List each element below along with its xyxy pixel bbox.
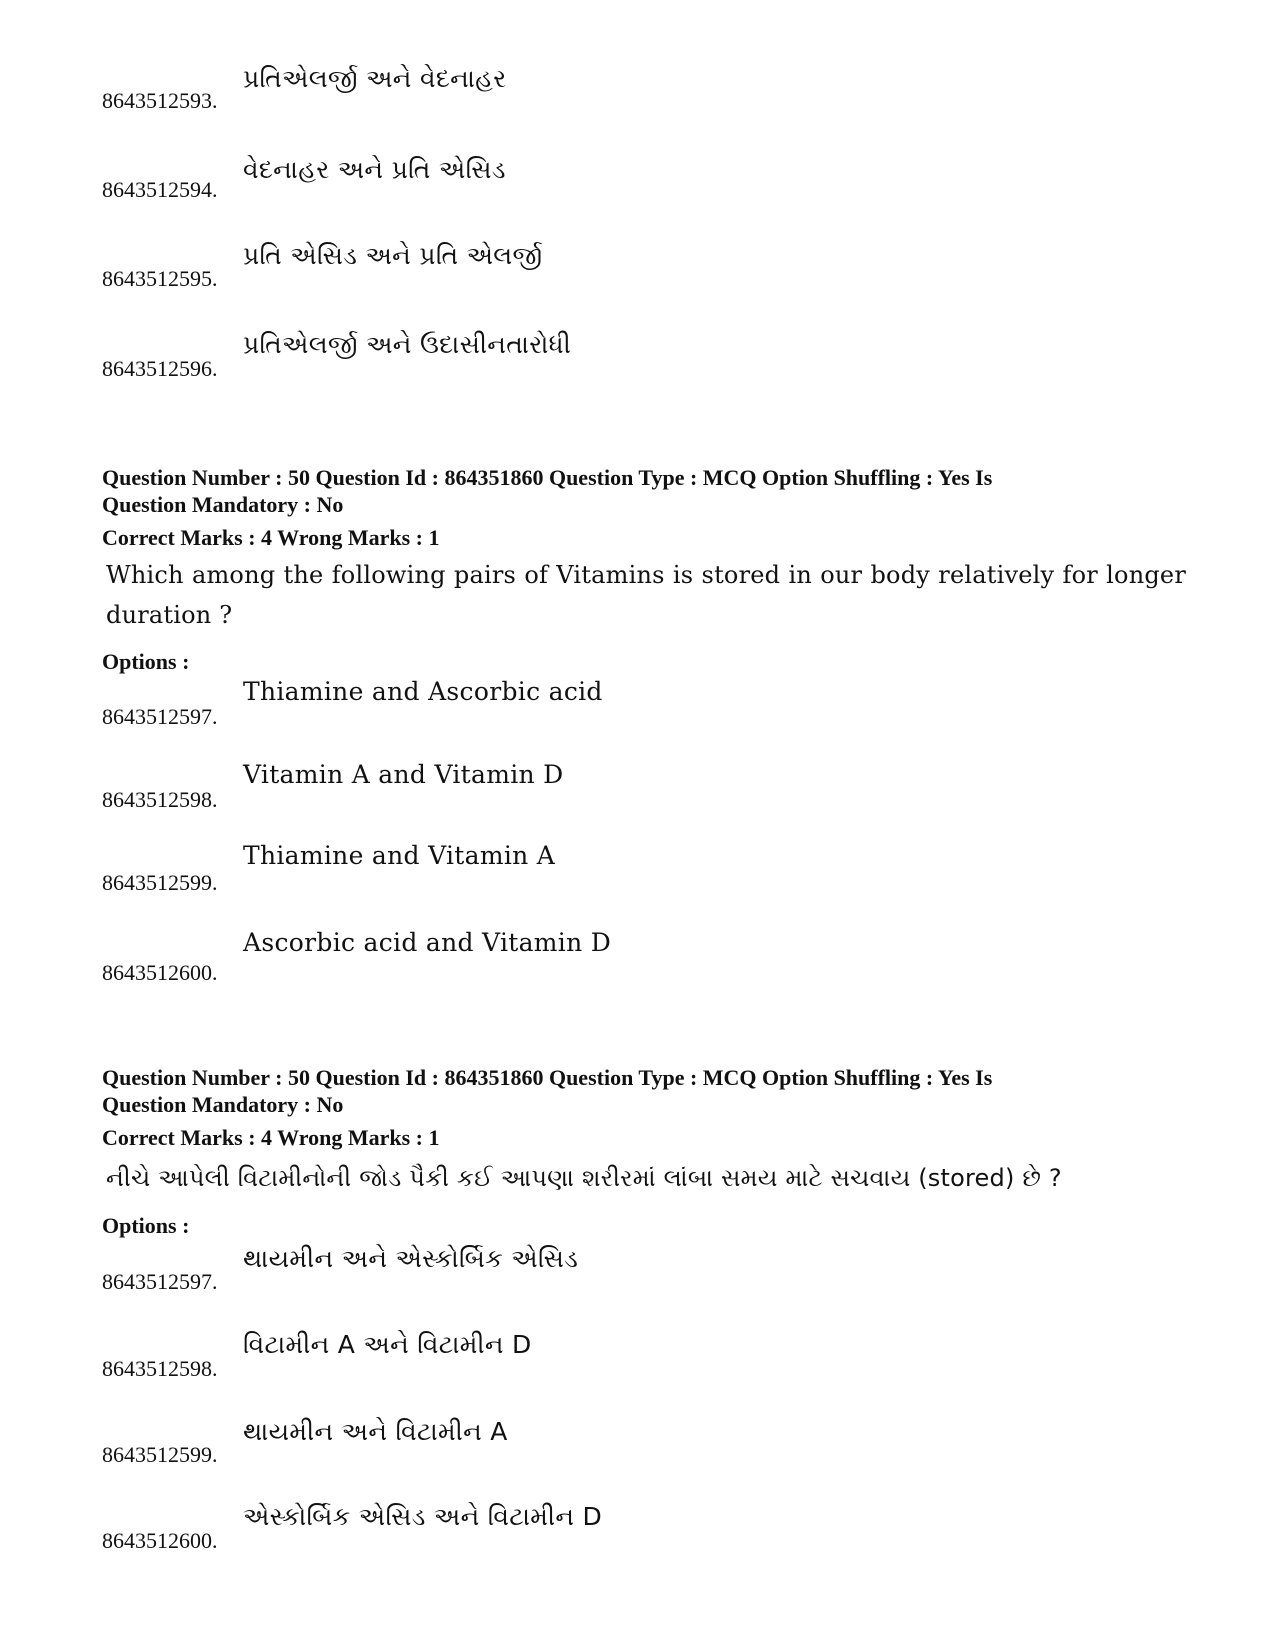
option-text: Thiamine and Ascorbic acid [243,677,603,706]
option-id: 8643512597. [102,1269,218,1294]
question-mandatory: Question Mandatory : No [102,1092,344,1117]
option-text: પ્રતિએલર્જી અને વેદનાહર [243,64,507,93]
option-text: એસ્કોર્બિક એસિડ અને વિટામીન D [243,1502,603,1531]
option-id: 8643512598. [102,787,218,812]
options-label: Options : [102,1213,190,1238]
option-text: થાયમીન અને એસ્કોર્બિક એસિડ [243,1244,579,1273]
question-header: Question Number : 50 Question Id : 864351860 Question Type : MCQ Option Shuffling : Yes Is [102,465,993,490]
option-text: થાયમીન અને વિટામીન A [243,1417,508,1446]
option-text: વિટામીન A અને વિટામીન D [243,1330,532,1359]
question-header: Question Number : 50 Question Id : 864351860 Question Type : MCQ Option Shuffling : Yes Is [102,1065,993,1090]
option-id: 8643512600. [102,960,218,985]
option-id: 8643512596. [102,356,218,381]
option-id: 8643512600. [102,1528,218,1553]
question-marks: Correct Marks : 4 Wrong Marks : 1 [102,1125,440,1150]
options-label: Options : [102,649,190,674]
option-text: વેદનાહર અને પ્રતિ એસિડ [243,155,506,184]
option-id: 8643512594. [102,177,218,202]
option-text: પ્રતિ એસિડ અને પ્રતિ એલર્જી [243,241,543,270]
option-id: 8643512599. [102,1442,218,1467]
option-text: Thiamine and Vitamin A [243,841,556,870]
option-id: 8643512599. [102,870,218,895]
question-text: Which among the following pairs of Vitamins is stored in our body relatively for longer duration ? [106,561,1186,629]
option-id: 8643512593. [102,88,218,113]
option-text: Ascorbic acid and Vitamin D [243,928,612,957]
option-id: 8643512598. [102,1356,218,1381]
option-id: 8643512595. [102,266,218,291]
option-text: Vitamin A and Vitamin D [243,760,564,789]
question-mandatory: Question Mandatory : No [102,492,344,517]
question-marks: Correct Marks : 4 Wrong Marks : 1 [102,525,440,550]
question-text: નીચે આપેલી વિટામીનોની જોડ પૈકી કઈ આપણા શરીરમાં લાંબા સમય માટે સચવાય (stored) છે ? [106,1164,1062,1192]
option-text: પ્રતિએલર્જી અને ઉદાસીનતારોધી [243,330,572,359]
option-id: 8643512597. [102,704,218,729]
